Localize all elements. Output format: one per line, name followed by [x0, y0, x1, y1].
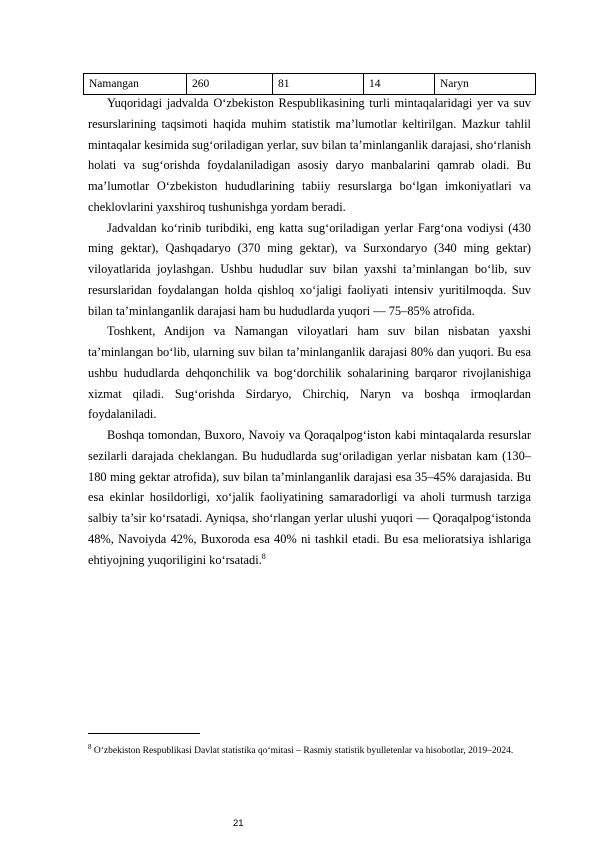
- footnote-text: O‘zbekiston Respublikasi Davlat statistika qo‘mitasi – Rasmiy statistik byulletenlar va hisobotlar, 2019–2024.: [93, 746, 514, 757]
- footnote: [88, 737, 538, 761]
- body-text: [88, 93, 531, 570]
- paragraph-text: Boshqa tomondan, Buxoro, Navoiy va Qoraqalpog‘iston kabi mintaqalarda resurslar sezilarli darajada cheklangan. Bu hududlarda sug‘oriladigan yerlar nisbatan kam (130–180 ming gektar atrofida), suv bilan ta’minlanganlik darajasi esa 35–45% darajasida. Bu esa ekinlar hosildorligi, xo‘jalik faoliyatining samaradorligi va aholi turmush tarziga salbiy ta’sir ko‘rsatadi. Ayniqsa, sho‘rlangan yerlar ulushi yuqori — Qoraqalpog‘istonda 48%, Navoiyda 42%, Buxoroda esa 40% ni tashkil etadi. Bu esa melioratsiya ishlariga ehtiyojning yuqoriligini ko‘rsatadi.: [88, 428, 531, 567]
- footnote-separator: [88, 733, 200, 734]
- paragraph: Yuqoridagi jadvalda O‘zbekiston Respublikasining turli mintaqalaridagi yer va suv resurslarining taqsimoti haqida muhim statistik ma’lumotlar keltirilgan. Mazkur tahlil mintaqalar kesimida sug‘oriladigan yerlar, suv bilan ta’minlanganlik darajasi, sho‘rlanish holati va sug‘orishda foydalaniladigan asosiy daryo manbalarini qamrab oladi. Bu ma’lumotlar O‘zbekiston hududlarining tabiiy resurslarga bo‘lgan imkoniyatlari va cheklovlarini yaxshiroq tushunishga yordam beradi.: [88, 96, 531, 214]
- table-cell-region: Namangan: [84, 74, 187, 95]
- data-table: [83, 73, 536, 95]
- table-cell-salinity: 14: [364, 74, 435, 95]
- table-cell-river: Naryn: [435, 74, 536, 95]
- paragraph: Jadvaldan ko‘rinib turibdiki, eng katta sug‘oriladigan yerlar Farg‘ona vodiysi (430 ming gektar), Qashqadaryo (370 ming gektar), va Surxondaryo (340 ming gektar) viloyatlarida joylashgan. Ushbu hududlar suv bilan yaxshi ta’minlangan bo‘lib, suv resurslaridan foydalangan holda qishloq xo‘jaligi faoliyati intensiv yuritilmoqda. Suv bilan ta’minlanganlik darajasi ham bu hududlarda yuqori — 75–85% atrofida.: [88, 220, 531, 318]
- footnote-reference[interactable]: 8: [261, 551, 266, 561]
- paragraph: [88, 425, 531, 570]
- table-cell-irrigated-area: 260: [187, 74, 273, 95]
- page-number: 21: [233, 818, 244, 829]
- table-cell-water-supply: 81: [273, 74, 364, 95]
- table-row: [84, 74, 536, 95]
- paragraph: Toshkent, Andijon va Namangan viloyatlari ham suv bilan nisbatan yaxshi ta’minlangan bo‘lib, ularning suv bilan ta’minlanganlik darajasi 80% dan yuqori. Bu esa ushbu hududlarda dehqonchilik va bog‘dorchilik sohalarining barqaror rivojlanishiga xizmat qiladi. Sug‘orishda Sirdaryo, Chirchiq, Naryn va boshqa irmoqlardan foydalaniladi.: [88, 324, 531, 422]
- footnote-marker: 8: [88, 743, 92, 751]
